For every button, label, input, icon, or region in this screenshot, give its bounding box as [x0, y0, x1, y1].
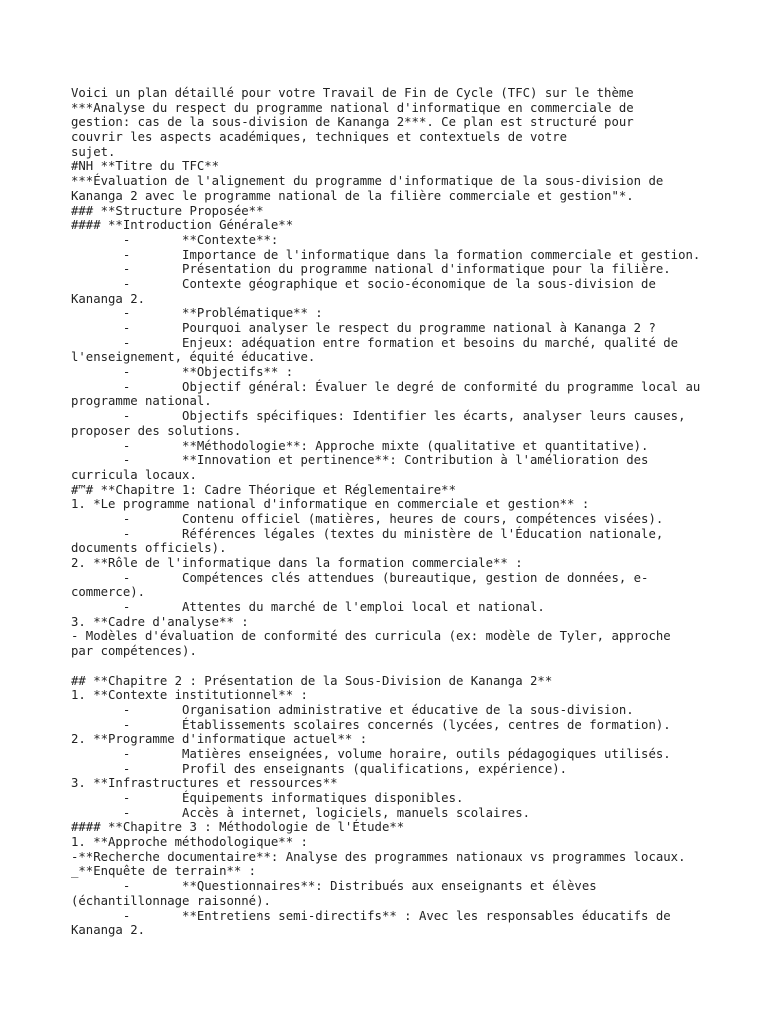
text-line: #™# **Chapitre 1: Cadre Théorique et Réglementaire** — [71, 482, 456, 497]
text-line: - Matières enseignées, volume horaire, outils pédagogiques utilisés. — [71, 746, 671, 761]
text-line: - Objectifs spécifiques: Identifier les écarts, analyser leurs causes, — [71, 409, 686, 424]
text-line: sujet. — [71, 144, 116, 159]
text-line: - **Objectifs** : — [71, 365, 294, 380]
text-line: 3. **Cadre d'analyse** : — [71, 614, 249, 629]
blank-line — [71, 659, 701, 674]
text-line: 2. **Programme d'informatique actuel** : — [71, 732, 368, 747]
text-line: - Équipements informatiques disponibles. — [71, 791, 464, 805]
text-line: - Présentation du programme national d'informatique pour la filière. — [71, 262, 671, 277]
text-line: Kananga 2 avec le programme national de la filière commerciale et gestion"*. — [71, 188, 634, 203]
text-line: - Compétences clés attendues (bureautique, gestion de données, e- — [71, 570, 649, 585]
text-line: 3. **Infrastructures et ressources** — [71, 776, 338, 791]
text-line: - Importance de l'informatique dans la formation commerciale et gestion. — [71, 247, 701, 262]
text-line: par compétences). — [71, 644, 197, 659]
text-line: - Modèles d'évaluation de conformité des curricula (ex: modèle de Tyler, approche — [71, 629, 671, 644]
text-line: #### **Introduction Générale** — [71, 218, 294, 233]
text-line: commerce). — [71, 585, 146, 600]
text-line: documents officiels). — [71, 541, 227, 556]
text-line: ***Analyse du respect du programme national d'informatique en commerciale de — [71, 100, 634, 115]
text-line: 1. **Contexte institutionnel** : — [71, 688, 308, 703]
text-line: 2. **Rôle de l'informatique dans la formation commerciale** : — [71, 556, 523, 570]
text-line: l'enseignement, équité éducative. — [71, 350, 316, 365]
text-line: gestion: cas de la sous-division de Kananga 2***. Ce plan est structuré pour — [71, 115, 634, 130]
document-body — [71, 86, 701, 938]
text-line: ## **Chapitre 2 : Présentation de la Sous-Division de Kananga 2** — [71, 673, 553, 688]
text-line: - Organisation administrative et éducative de la sous-division. — [71, 702, 634, 717]
text-line: ***Évaluation de l'alignement du programme d'informatique de la sous-division de — [71, 174, 664, 189]
text-line: Kananga 2. — [71, 923, 146, 938]
text-line: - Objectif général: Évaluer le degré de conformité du programme local au — [71, 379, 701, 394]
text-line: Kananga 2. — [71, 291, 146, 306]
text-line: - Pourquoi analyser le respect du programme national à Kananga 2 ? — [71, 321, 656, 335]
text-line: - Contexte géographique et socio-économique de la sous-division de — [71, 276, 656, 291]
text-line: - **Questionnaires**: Distribués aux enseignants et élèves — [71, 879, 597, 894]
text-line: _**Enquête de terrain** : — [71, 864, 257, 879]
text-line: - Enjeux: adéquation entre formation et besoins du marché, qualité de — [71, 335, 679, 350]
text-line: - Accès à internet, logiciels, manuels scolaires. — [71, 805, 531, 820]
text-line: - **Innovation et pertinence**: Contribution à l'amélioration des — [71, 453, 649, 468]
text-line: - Contenu officiel (matières, heures de cours, compétences visées). — [71, 511, 664, 526]
text-line: - Profil des enseignants (qualifications, expérience). — [71, 761, 568, 776]
text-line: couvrir les aspects académiques, techniques et contextuels de votre — [71, 130, 568, 145]
text-line: - **Problématique** : — [71, 306, 323, 321]
text-line: -**Recherche documentaire**: Analyse des programmes nationaux vs programmes locaux. — [71, 849, 686, 864]
text-line: Voici un plan détaillé pour votre Travail de Fin de Cycle (TFC) sur le thème — [71, 86, 634, 100]
text-line: curricula locaux. — [71, 467, 197, 482]
text-line: - Références légales (textes du ministère de l'Éducation nationale, — [71, 526, 664, 541]
text-line: - **Entretiens semi-directifs** : Avec les responsables éducatifs de — [71, 908, 671, 923]
text-line: ### **Structure Proposée** — [71, 203, 264, 218]
text-line: - Établissements scolaires concernés (lycées, centres de formation). — [71, 717, 671, 732]
text-line: - **Contexte**: — [71, 232, 279, 247]
text-line: proposer des solutions. — [71, 423, 242, 438]
text-line: - **Méthodologie**: Approche mixte (qualitative et quantitative). — [71, 438, 649, 453]
text-line: #NH **Titre du TFC** — [71, 159, 220, 174]
text-line: - Attentes du marché de l'emploi local et national. — [71, 600, 545, 615]
text-line: 1. *Le programme national d'informatique en commerciale et gestion** : — [71, 497, 590, 512]
text-line: #### **Chapitre 3 : Méthodologie de l'Étude** — [71, 820, 405, 835]
text-line: (échantillonnage raisonné). — [71, 893, 271, 908]
text-line: programme national. — [71, 394, 212, 409]
text-line: 1. **Approche méthodologique** : — [71, 835, 308, 850]
